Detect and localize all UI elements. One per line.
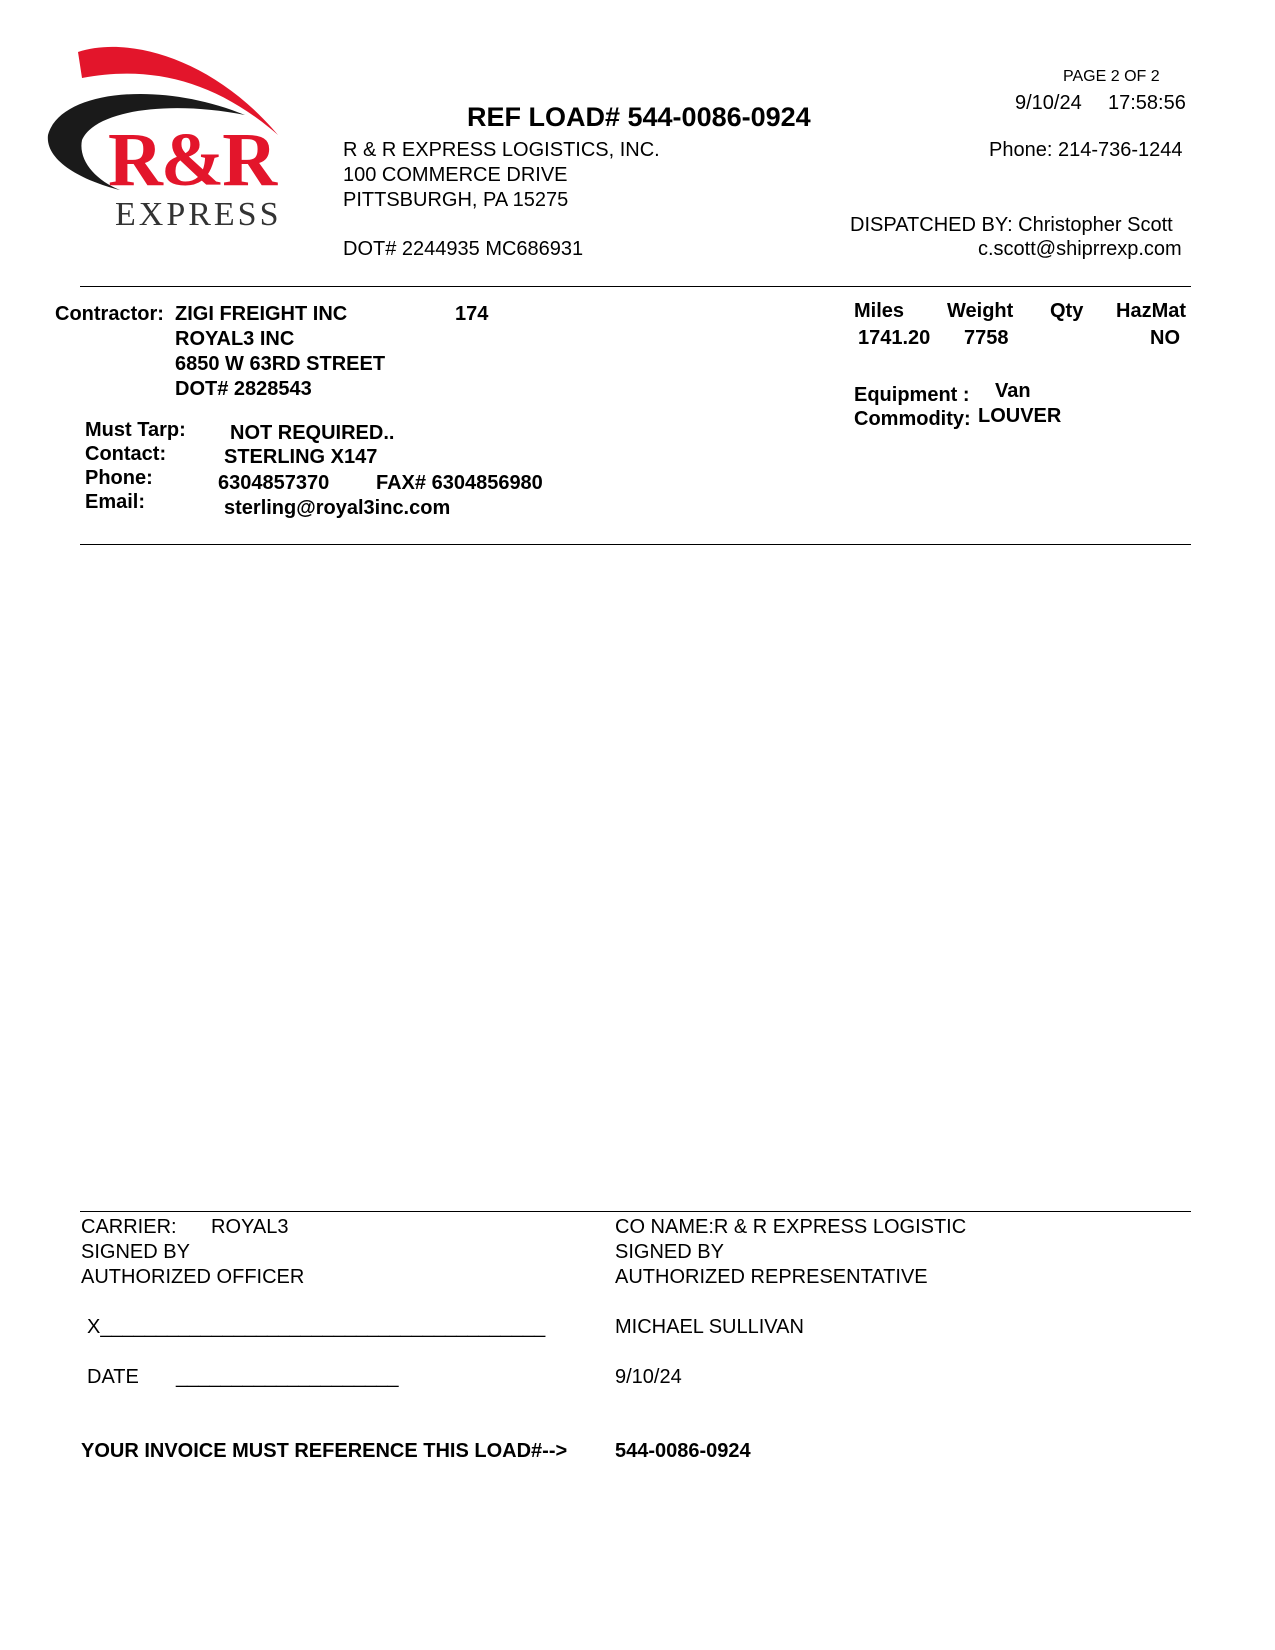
- weight-label: Weight: [947, 300, 1014, 322]
- authorized-officer-label: AUTHORIZED OFFICER: [81, 1266, 305, 1288]
- authorized-rep-label: AUTHORIZED REPRESENTATIVE: [615, 1266, 928, 1288]
- hazmat-value: NO: [1150, 327, 1180, 349]
- ref-load-title: REF LOAD# 544-0086-0924: [467, 102, 811, 132]
- page-number: PAGE 2 OF 2: [1063, 68, 1160, 85]
- company-address-line2: PITTSBURGH, PA 15275: [343, 189, 569, 211]
- dispatched-by: DISPATCHED BY: Christopher Scott: [850, 214, 1173, 236]
- commodity-value: LOUVER: [978, 405, 1062, 427]
- qty-label: Qty: [1050, 300, 1084, 322]
- company-name: R & R EXPRESS LOGISTICS, INC.: [343, 139, 660, 161]
- header-divider: [80, 286, 1191, 287]
- header-date: 9/10/24: [1015, 92, 1082, 114]
- carrier-signature-line[interactable]: X________________________________________: [87, 1316, 546, 1338]
- signature-divider: [80, 1211, 1191, 1212]
- equipment-value: Van: [995, 380, 1031, 402]
- company-dot-mc: DOT# 2244935 MC686931: [343, 238, 584, 260]
- rep-signed-by: SIGNED BY: [615, 1241, 724, 1263]
- contractor-name: ZIGI FREIGHT INC: [175, 303, 348, 325]
- dispatcher-email: c.scott@shiprrexp.com: [978, 238, 1182, 260]
- contractor-address: 6850 W 63RD STREET: [175, 353, 386, 375]
- section-divider: [80, 544, 1191, 545]
- rep-name: MICHAEL SULLIVAN: [615, 1316, 804, 1338]
- header-time: 17:58:56: [1108, 92, 1186, 114]
- contact-value: STERLING X147: [224, 446, 378, 468]
- miles-value: 1741.20: [858, 327, 931, 349]
- company-logo: [40, 40, 310, 240]
- carrier-date-line[interactable]: ____________________: [176, 1366, 399, 1388]
- invoice-load-number: 544-0086-0924: [615, 1440, 751, 1462]
- company-address-line1: 100 COMMERCE DRIVE: [343, 164, 568, 186]
- carrier-date-label: DATE: [87, 1366, 139, 1388]
- email-label: Email:: [85, 491, 146, 513]
- contractor-line2: ROYAL3 INC: [175, 328, 295, 350]
- hazmat-label: HazMat: [1116, 300, 1187, 322]
- logo-wordmark: R&R: [108, 118, 276, 202]
- co-name: CO NAME:R & R EXPRESS LOGISTIC: [615, 1216, 967, 1238]
- weight-value: 7758: [964, 327, 1009, 349]
- must-tarp-value: NOT REQUIRED..: [230, 422, 395, 444]
- contractor-dot: DOT# 2828543: [175, 378, 312, 400]
- logo-subtext: EXPRESS: [115, 196, 282, 233]
- email-value: sterling@royal3inc.com: [224, 497, 451, 519]
- invoice-note: YOUR INVOICE MUST REFERENCE THIS LOAD#-->: [81, 1440, 568, 1462]
- phone-value: 6304857370: [218, 472, 330, 494]
- company-phone: Phone: 214-736-1244: [989, 139, 1183, 161]
- carrier-signed-by: SIGNED BY: [81, 1241, 190, 1263]
- carrier-value: ROYAL3: [211, 1216, 289, 1238]
- contractor-number: 174: [455, 303, 489, 325]
- miles-label: Miles: [854, 300, 905, 322]
- carrier-label: CARRIER:: [81, 1216, 177, 1238]
- contact-label: Contact:: [85, 443, 167, 465]
- phone-label: Phone:: [85, 467, 153, 489]
- commodity-label: Commodity:: [854, 408, 971, 430]
- must-tarp-label: Must Tarp:: [85, 419, 186, 441]
- rep-date: 9/10/24: [615, 1366, 682, 1388]
- contractor-label: Contractor:: [55, 303, 164, 325]
- fax-value: FAX# 6304856980: [376, 472, 543, 494]
- equipment-label: Equipment :: [854, 384, 970, 406]
